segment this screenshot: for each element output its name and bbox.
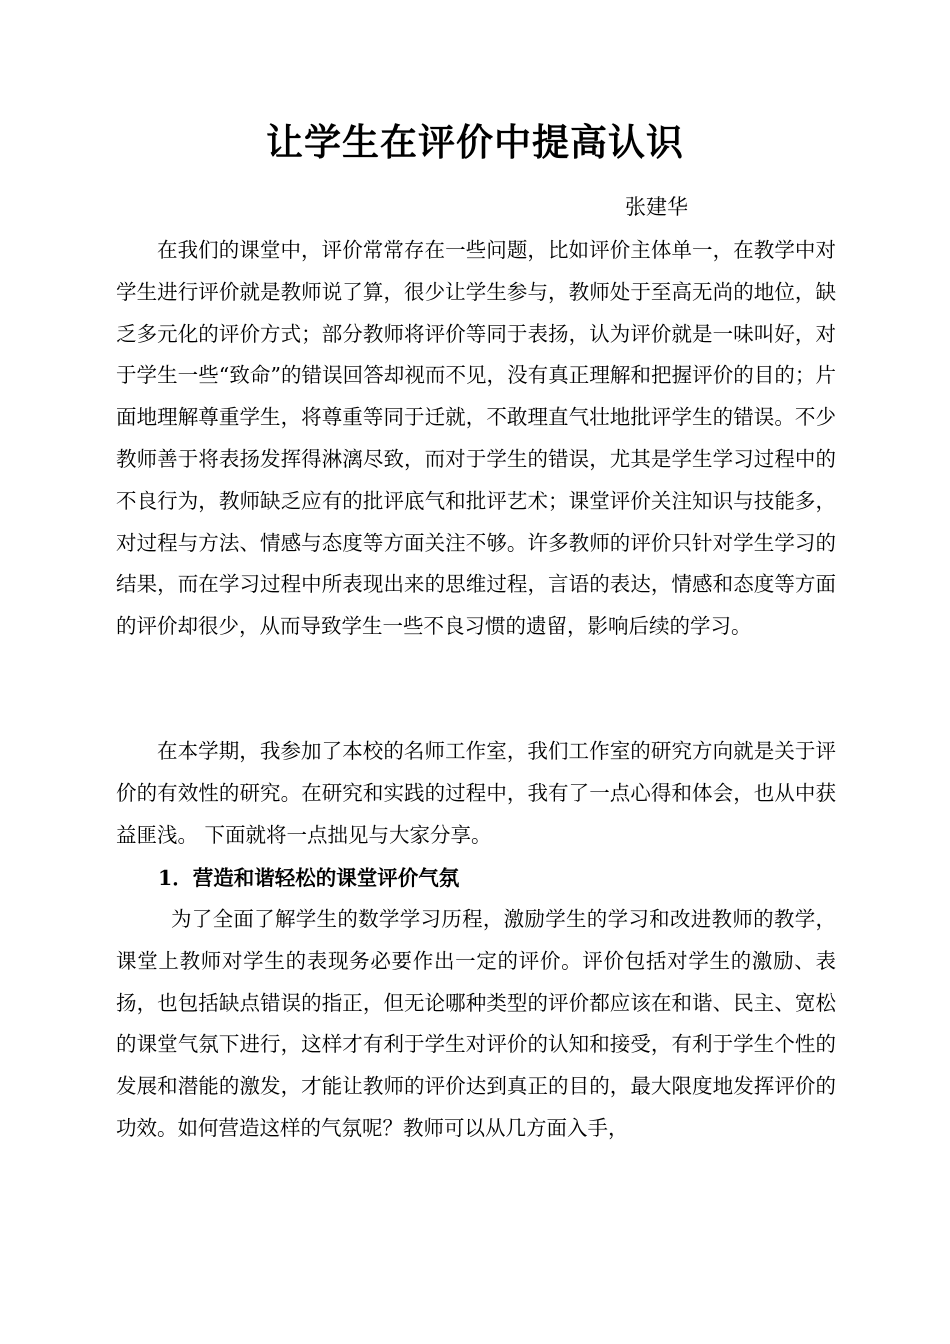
section-paragraph: 为了全面了解学生的数学学习历程，激励学生的学习和改进教师的教学，课堂上教师对学生的表现务必要作出一定的评价。评价包括对学生的激励、表扬，也包括缺点错误的指正，但无论哪种类型的评价都应该在和谐、民主、宽松的课堂气氛下进行，这样才有利于学生对评价的认知和接受，有利于学生个性的发展和潜能的激发，才能让教师的评价达到真正的目的，最大限度地发挥评价的功效。如何营造这样的气氛呢？教师可以从几方面入手，: [116, 907, 836, 1140]
section-heading: 1．营造和谐轻松的课堂评价气氛: [158, 866, 460, 890]
document-title: 让学生在评价中提高认识: [266, 120, 684, 164]
author-name: 张建华: [625, 195, 688, 219]
body-paragraph-2: 在本学期，我参加了本校的名师工作室，我们工作室的研究方向就是关于评价的有效性的研究。在研究和实践的过程中，我有了一点心得和体会，也从中获益匪浅。 下面就将一点拙见与大家分享。: [116, 739, 836, 847]
body-paragraph-1: 在我们的课堂中，评价常常存在一些问题，比如评价主体单一，在教学中对学生进行评价就是教师说了算，很少让学生参与，教师处于至高无尚的地位，缺乏多元化的评价方式；部分教师将评价等同于表扬，认为评价就是一味叫好，对于学生一些“致命”的错误回答却视而不见，没有真正理解和把握评价的目的；片面地理解尊重学生，将尊重等同于迁就，不敢理直气壮地批评学生的错误。不少教师善于将表扬发挥得淋漓尽致，而对于学生的错误，尤其是学生学习过程中的不良行为，教师缺乏应有的批评底气和批评艺术；课堂评价关注知识与技能多，对过程与方法、情感与态度等方面关注不够。许多教师的评价只针对学生学习的结果，而在学习过程中所表现出来的思维过程，言语的表达，情感和态度等方面的评价却很少，从而导致学生一些不良习惯的遗留，影响后续的学习。: [116, 238, 836, 639]
